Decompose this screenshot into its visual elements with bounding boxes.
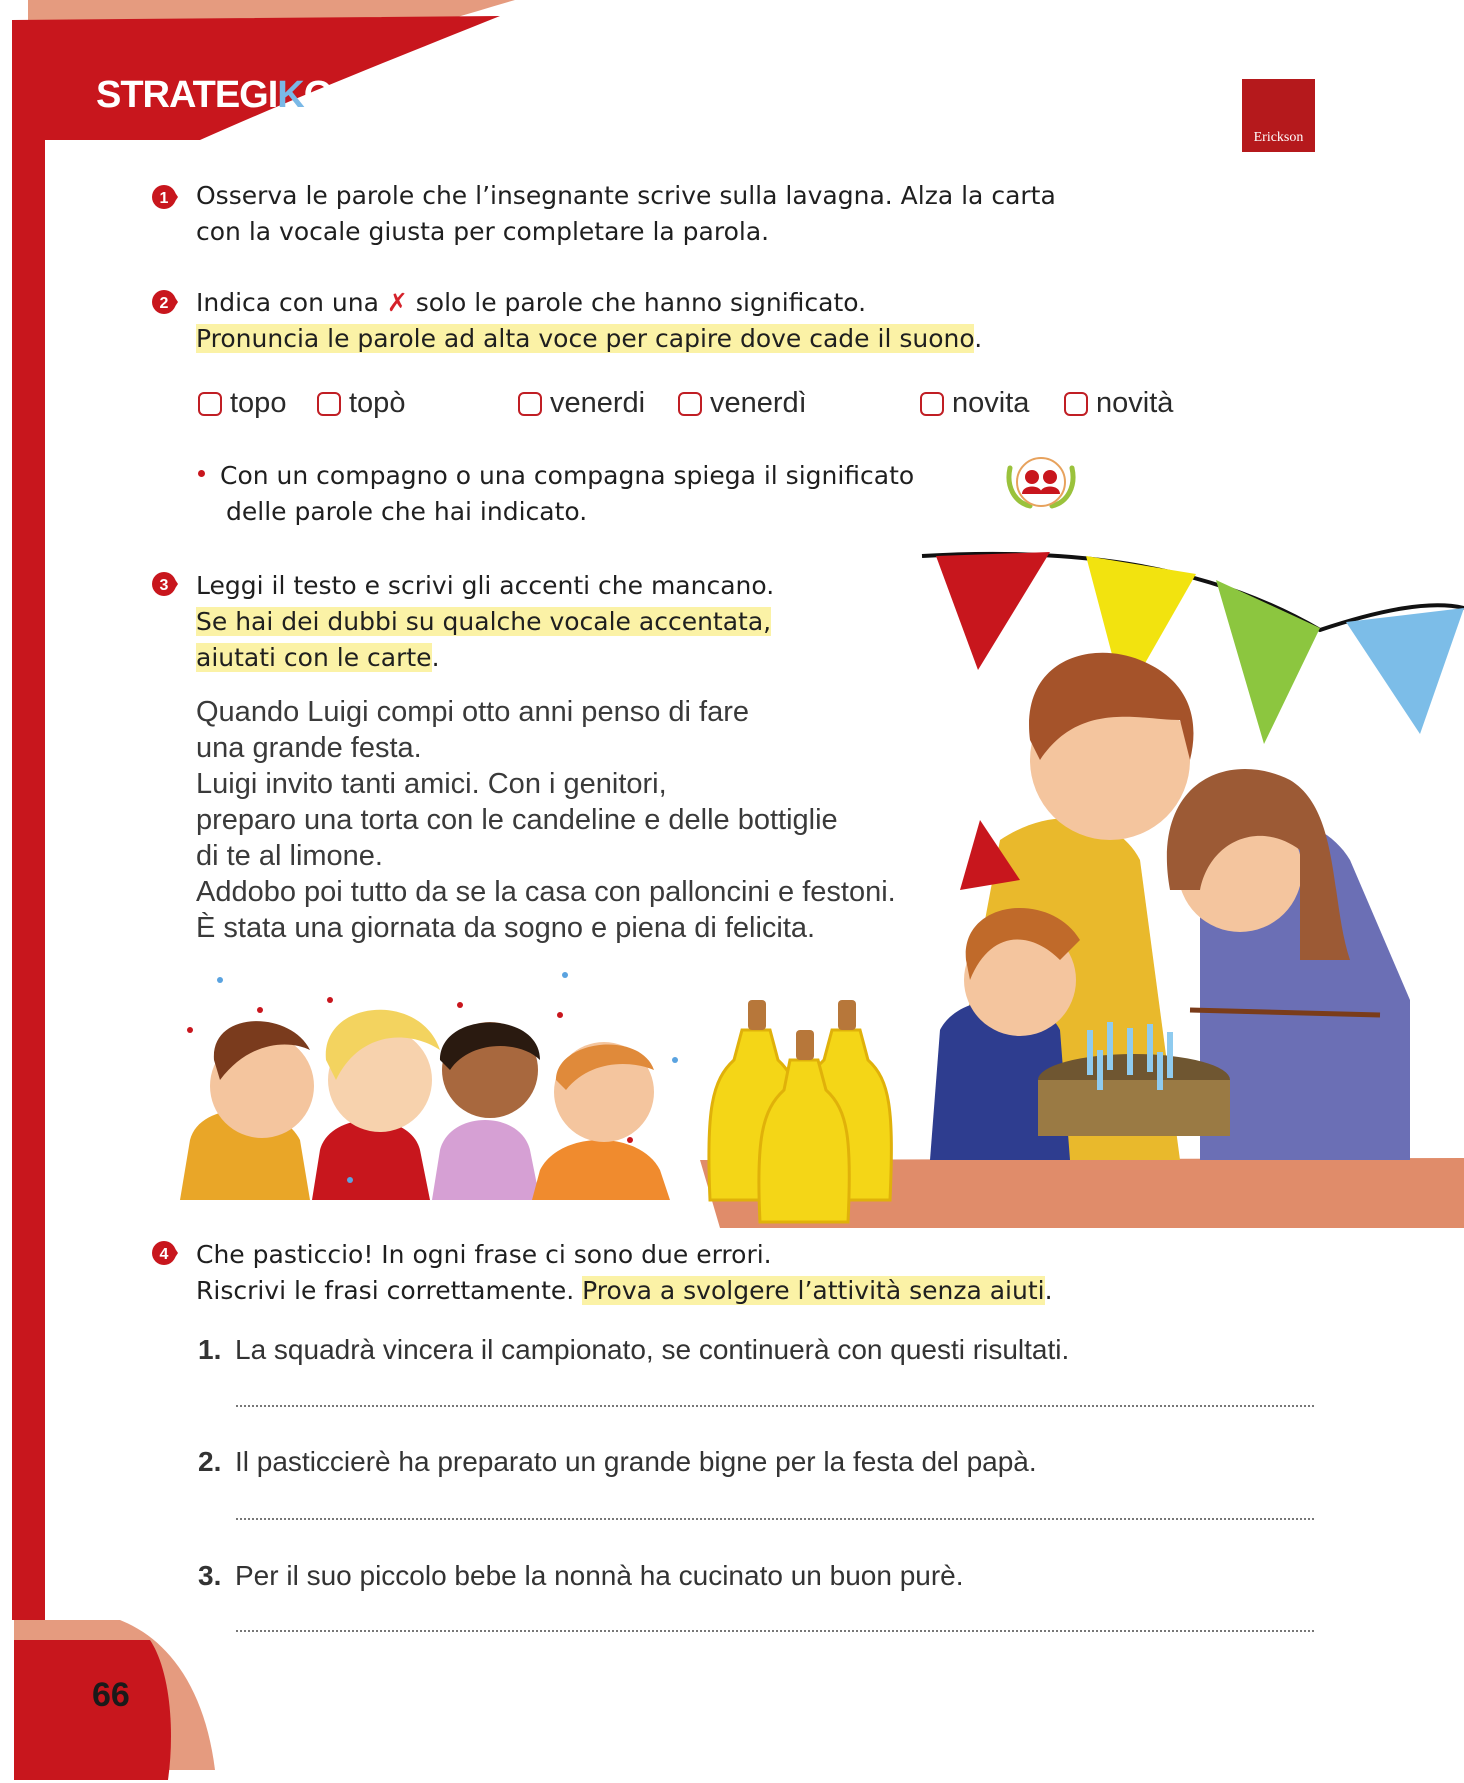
exercise-2-instructions: Indica con una ✗ solo le parole che hanno significato. Pronuncia le parole ad alta voce per capire dove cade il suono. xyxy=(196,288,983,353)
option-novita-accented[interactable]: novità xyxy=(1064,387,1173,420)
svg-text:4: 4 xyxy=(159,1246,169,1263)
option-venerdi-accented[interactable]: venerdì xyxy=(678,387,807,420)
bullet-icon xyxy=(198,470,205,477)
publisher-logo: Erickson xyxy=(1242,79,1315,152)
sentence-1: 1. La squadrà vincera il campionato, se continuerà con questi risultati. xyxy=(198,1334,1070,1365)
number-badge-icon xyxy=(152,289,178,315)
checkbox-icon[interactable] xyxy=(518,392,542,416)
pair-work-instruction: Con un compagno o una compagna spiega il significato delle parole che hai indicato. xyxy=(220,461,915,526)
svg-text:2: 2 xyxy=(159,295,169,312)
checkbox-icon[interactable] xyxy=(678,392,702,416)
option-novita[interactable]: novita xyxy=(920,387,1029,420)
pair-work-icon xyxy=(1004,456,1078,510)
number-badge-icon xyxy=(152,184,178,210)
option-venerdi[interactable]: venerdi xyxy=(518,387,645,420)
page-number: 66 xyxy=(92,1676,130,1714)
cross-mark-icon: ✗ xyxy=(386,288,408,317)
svg-text:3: 3 xyxy=(159,577,169,594)
checkbox-icon[interactable] xyxy=(920,392,944,416)
answer-line-3[interactable] xyxy=(236,1630,1314,1632)
option-topo[interactable]: topo xyxy=(198,387,286,420)
story-text: Quando Luigi compi otto anni penso di fare una grande festa. Luigi invito tanti amici. Con i genitori, preparo una torta con le candeline e delle bottiglie di te al limone. Addobo poi tutto da se la casa con palloncini e festoni. È stata una giornata da sogno e piena di felicita. xyxy=(196,696,896,944)
checkbox-icon[interactable] xyxy=(317,392,341,416)
exercise-3-instructions: Leggi il testo e scrivi gli accenti che mancano. Se hai dei dubbi su qualche vocale accentata, aiutati con le carte. xyxy=(196,571,775,672)
answer-line-1[interactable] xyxy=(236,1405,1314,1407)
party-illustration xyxy=(170,540,1464,1230)
svg-text:1: 1 xyxy=(159,190,169,207)
sentence-3: 3. Per il suo piccolo bebe la nonnà ha cucinato un buon purè. xyxy=(198,1560,964,1591)
checkbox-icon[interactable] xyxy=(1064,392,1088,416)
checkbox-icon[interactable] xyxy=(198,392,222,416)
strategiko-logo: STRATEGIKO xyxy=(96,74,333,116)
option-topo-accented[interactable]: topò xyxy=(317,387,405,420)
answer-line-2[interactable] xyxy=(236,1518,1314,1520)
sentence-2: 2. Il pasticcierè ha preparato un grande bigne per la festa del papà. xyxy=(198,1446,1037,1477)
number-badge-icon xyxy=(152,1240,178,1266)
exercise-4-instructions: Che pasticcio! In ogni frase ci sono due errori. Riscrivi le frasi correttamente. Prova a svolgere l’attività senza aiuti. xyxy=(196,1240,1053,1305)
exercise-1-instructions: Osserva le parole che l’insegnante scrive sulla lavagna. Alza la carta con la vocale giusta per completare la parola. xyxy=(196,181,1056,246)
